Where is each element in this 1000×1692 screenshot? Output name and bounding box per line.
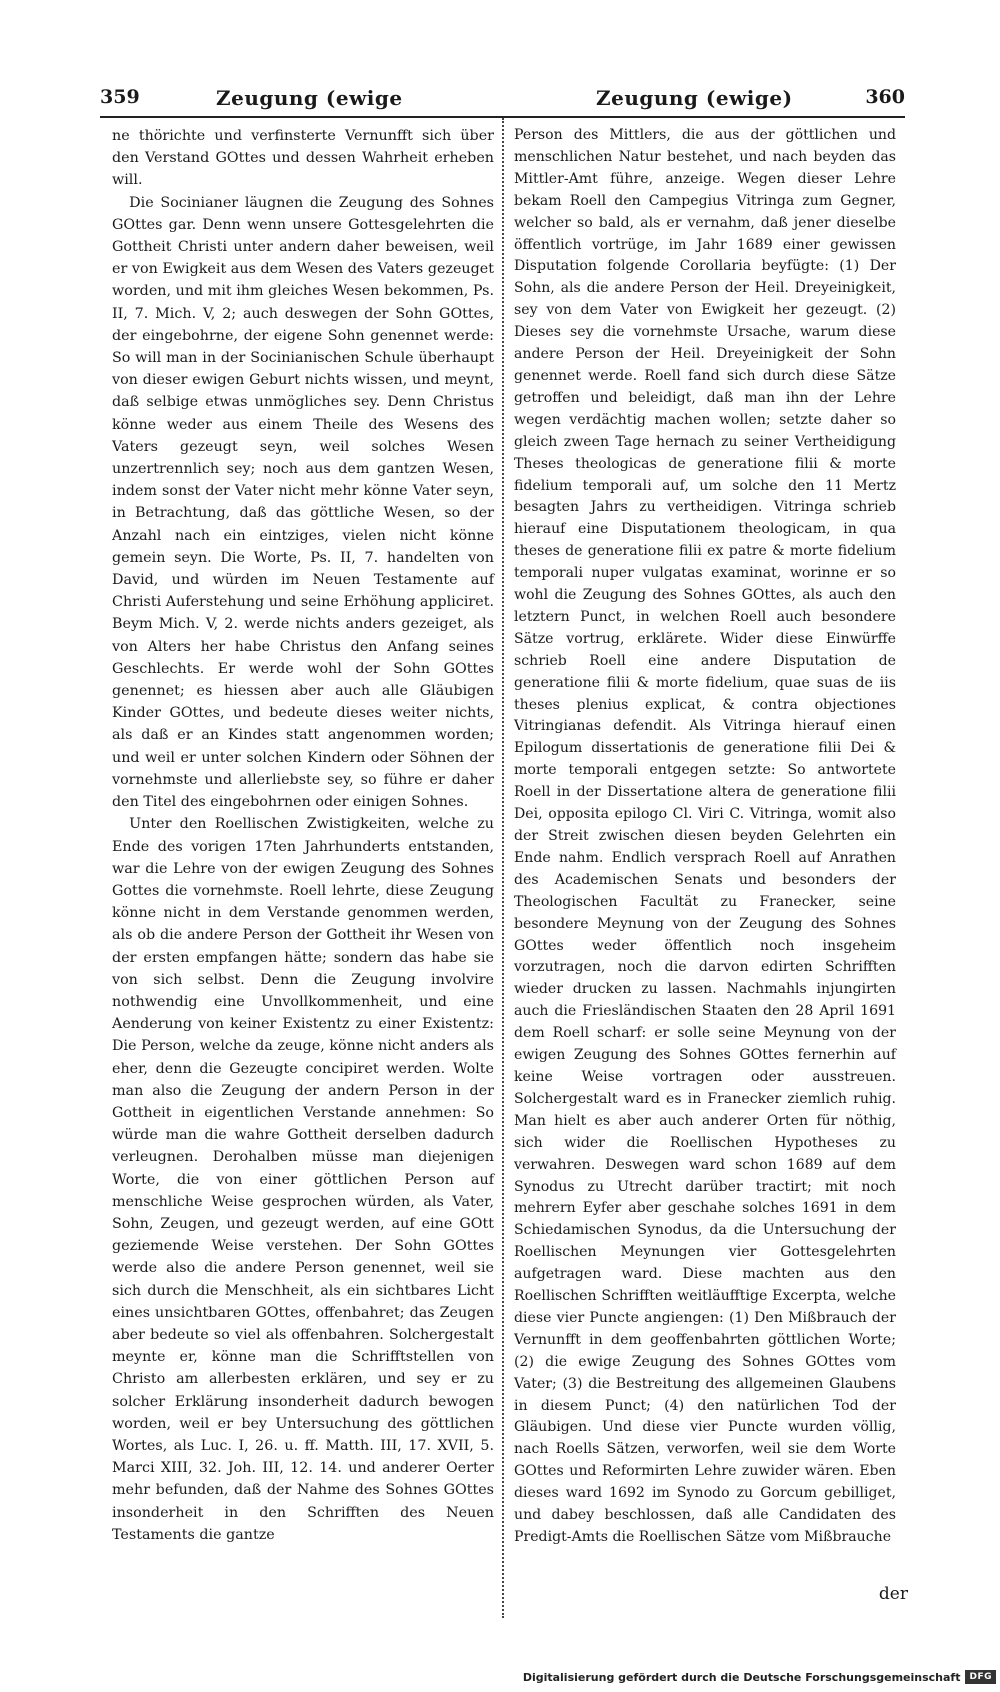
right-column <box>514 125 896 1549</box>
column-divider <box>502 118 505 1618</box>
paragraph: Die Socinianer läugnen die Zeugung des Sohnes GOttes gar. Denn wenn unsere Gottesgelehrten die Gottheit Christi unter andern daher beweisen, weil er von Ewigkeit aus dem Wesen des Vaters gezeuget worden, und mit ihm gleiches Wesen bekommen, Ps. II, 7. Mich. V, 2; auch deswegen der Sohn GOttes, der eingebohrne, der eigene Sohn genennet werde: So will man in der Socinianischen Schule überhaupt von dieser ewigen Geburt nichts wissen, und meynt, daß selbige etwas unmögliches sey. Denn Christus könne weder aus einem Theile des Wesens des Vaters gezeugt seyn, weil solches Wesen unzertrennlich sey; noch aus dem gantzen Wesen, indem sonst der Vater nicht mehr könne Vater seyn, in Betrachtung, daß das göttliche Wesen, so der Anzahl nach ein eintziges, vielen nicht könne gemein seyn. Die Worte, Ps. II, 7. handelten von David, und würden im Neuen Testamente auf Christi Auferstehung und seine Erhöhung appliciret. Beym Mich. V, 2. werde nichts anders gezeiget, als von Alters her habe Christus den Anfang seines Geschlechts. Er werde wohl der Sohn GOttes genennet; es hiessen aber auch alle Gläubigen Kinder GOttes, und bedeute dieses weiter nichts, als daß er an Kindes statt angenommen worden; und weil er unter solchen Kindern oder Söhnen der vornehmste und allerliebste sey, so führe er daher den Titel des eingebohrnen oder einigen Sohnes. <box>112 194 494 811</box>
paragraph: ne thörichte und verfinsterte Vernunfft sich über den Verstand GOttes und dessen Wahrheit erheben will. <box>112 128 494 189</box>
left-column <box>112 125 494 1546</box>
running-header <box>100 86 905 116</box>
running-title-right: Zeugung (ewige) <box>596 86 793 110</box>
catchword: der <box>878 1584 908 1604</box>
footer <box>523 1668 996 1686</box>
page-number-left: 359 <box>100 86 140 108</box>
page-number-right: 360 <box>865 86 905 108</box>
paragraph: Person des Mittlers, die aus der göttlichen und menschlichen Natur bestehet, und nach beyden das Mittler-Amt führe, anzeige. Wegen dieser Lehre bekam Roell den Campegius Vitringa zum Gegner, welcher so bald, als er vernahm, daß jener dieselbe öffentlich vortrüge, im Jahr 1689 einer gewissen Disputation folgende Corollaria beyfügte: (1) Der Sohn, als die andere Person der Heil. Dreyeinigkeit, sey von dem Vater von Ewigkeit her gezeugt. (2) Dieses sey die vornehmste Ursache, warum diese andere Person der Heil. Dreyeinigkeit der Sohn genennet werde. Roell fand sich durch diese Sätze getroffen und beleidigt, daß man ihn der Lehre wegen verdächtig machen wollen; setzte daher so gleich zween Tage hernach zu seiner Vertheidigung Theses theologicas de generatione filii & morte fidelium temporali auf, um solche den 11 Mertz besagten Jahrs zu vertheidigen. Vitringa schrieb hierauf eine Disputationem theologicam, in qua theses de generatione filii ex patre & morte fidelium temporali nuper vulgatas examinat, worinne er so wohl die Zeugung des Sohnes GOttes, als auch den letztern Punct, in welchen Roell auch besondere Sätze vortrug, erklärete. Wider diese Einwürffe schrieb Roell eine andere Disputation de generatione filii & morte fidelium, quae suas de iis theses plenius explicat, & contra objectiones Vitringianas defendit. Als Vitringa hierauf einen Epilogum dissertationis de generatione filii Dei & morte temporali entgegen setzte: So antwortete Roell in der Dissertatione altera de generatione filii Dei, opposita epilogo Cl. Viri C. Vitringa, womit also der Streit zwischen diesen beyden Gelehrten ein Ende nahm. Endlich versprach Roell auf Anrathen des Academischen Senats und besonders der Theologischen Facultät zu Franecker, seine besondere Meynung von der Zeugung des Sohnes GOttes weder öffentlich noch insgeheim vorzutragen, noch die darvon edirten Schrifften wieder drucken zu lassen. Nachmahls injungirten auch die Friesländischen Staaten den 28 April 1691 dem Roell scharf: er solle seine Meynung von der ewigen Zeugung des Sohnes GOttes fernerhin auf keine Weise vortragen oder ausstreuen. Solchergestalt ward es in Franecker ziemlich ruhig. Man hielt es aber auch anderer Orten für nöthig, sich wider die Roellischen Hypotheses zu verwahren. Deswegen ward schon 1689 auf dem Synodus zu Utrecht darüber tractirt; mit noch mehrern Eyfer aber geschahe solches 1691 in dem Schiedamischen Synodus, da die Untersuchung der Roellischen Meynungen vier Gottesgelehrten aufgetragen ward. Diese machten aus den Roellischen Schrifften weitläufftige Excerpta, welche diese vier Puncte angiengen: (1) Den Mißbrauch der Vernunfft in dem geoffenbahrten göttlichen Worte; (2) die ewige Zeugung des Sohnes GOttes vom Vater; (3) die Bestreitung des allgemeinen Glaubens in diesem Punct; (4) den natürlichen Tod der Gläubigen. Und diese vier Puncte wurden völlig, nach Roells Sätzen, verworfen, weil sie dem Worte GOttes und Reformirten Lehre zuwider wären. Eben dieses ward 1692 im Synodo zu Gorcum gebilliget, und dabey beschlossen, daß alle Candidaten des Predigt-Amts die Roellischen Sätze vom Mißbrauche <box>514 127 896 1545</box>
paragraph: Unter den Roellischen Zwistigkeiten, welche zu Ende des vorigen 17ten Jahrhunderts entstanden, war die Lehre von der ewigen Zeugung des Sohnes Gottes die vornehmste. Roell lehrte, diese Zeugung könne nicht in dem Verstande genommen werden, als ob die andere Person der Gottheit ihr Wesen von der ersten empfangen hätte; sondern das habe sie von sich selbst. Denn die Zeugung involvire nothwendig eine Unvollkommenheit, und eine Aenderung von keiner Existentz zu einer Existentz: Die Person, welche da zeuge, könne nicht anders als eher, denn die Gezeugte concipiret werden. Wolte man also die Zeugung der andern Person in der Gottheit in eigentlichen Verstande annehmen: So würde man die wahre Gottheit derselben dadurch verleugnen. Derohalben müsse man diejenigen Worte, die von einer göttlichen Person auf menschliche Weise gesprochen würden, als Vater, Sohn, Zeugen, und gezeugt werden, auf eine GOtt geziemende Weise verstehen. Der Sohn GOttes werde also die andere Person genennet, weil sie sich durch die Menschheit, als ein sichtbares Licht eines unsichtbaren GOttes, offenbahret; das Zeugen aber bedeute so viel als offenbahren. Solchergestalt meynte er, könne man die Schrifftstellen von Christo am allerbesten erklären, und sey er zu solcher Erklärung insonderheit dadurch bewogen worden, weil er bey Untersuchung des göttlichen Wortes, als Luc. I, 26. u. ff. Matth. III, 17. XVII, 5. Marci XIII, 32. Joh. III, 12. 14. und anderer Oerter mehr befunden, daß der Nahme des Sohnes GOttes insonderheit in den Schrifften des Neuen Testaments die gantze <box>112 816 494 1543</box>
dfg-logo-icon: DFG <box>965 1670 996 1684</box>
footer-credit: Digitalisierung gefördert durch die Deutsche Forschungsgemeinschaft <box>522 1670 961 1684</box>
running-title-left: Zeugung (ewige <box>216 86 403 110</box>
